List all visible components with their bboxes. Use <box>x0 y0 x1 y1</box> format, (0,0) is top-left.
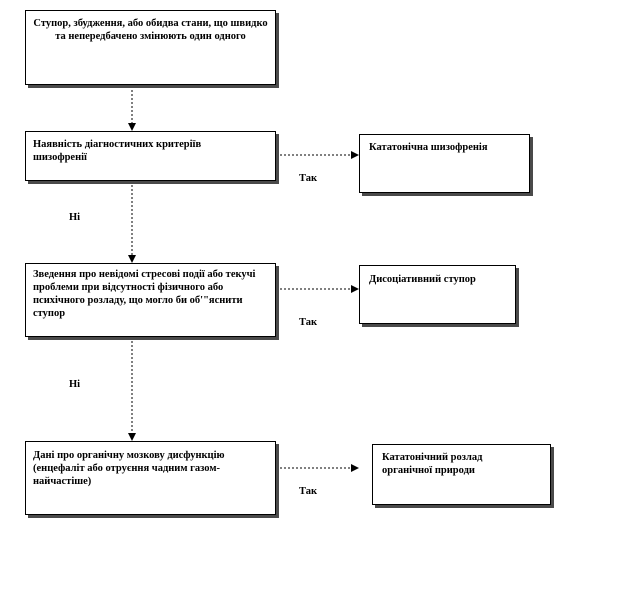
edge-label-yes-3: Так <box>299 486 318 497</box>
edge-label-no-2: Ні <box>69 379 81 390</box>
r2-text: Дисоціативний ступор <box>369 274 476 285</box>
start-text: Ступор, збудження, або обидва стани, що швидко та непередбачено змінюють один одного <box>33 18 268 42</box>
q3-text: Дані про органічну мозкову дисфункцію (енцефаліт або отруєння чадним газом-найчастіше) <box>33 450 225 487</box>
r3-text: Кататонічний розлад органічної природи <box>382 452 483 476</box>
edge-label-yes-1: Так <box>299 173 318 184</box>
r1-text: Кататонічна шизофренія <box>369 142 488 153</box>
q1-text: Наявність діагностичних критеріїв шизофренії <box>33 139 202 163</box>
edge-label-yes-2: Так <box>299 317 318 328</box>
edge-label-no-1: Ні <box>69 212 81 223</box>
q2-text: Зведення про невідомі стресові події або текучі проблеми при відсутності фізичного або психічного розладу, що могло би об'"яснити ступор <box>33 269 256 319</box>
